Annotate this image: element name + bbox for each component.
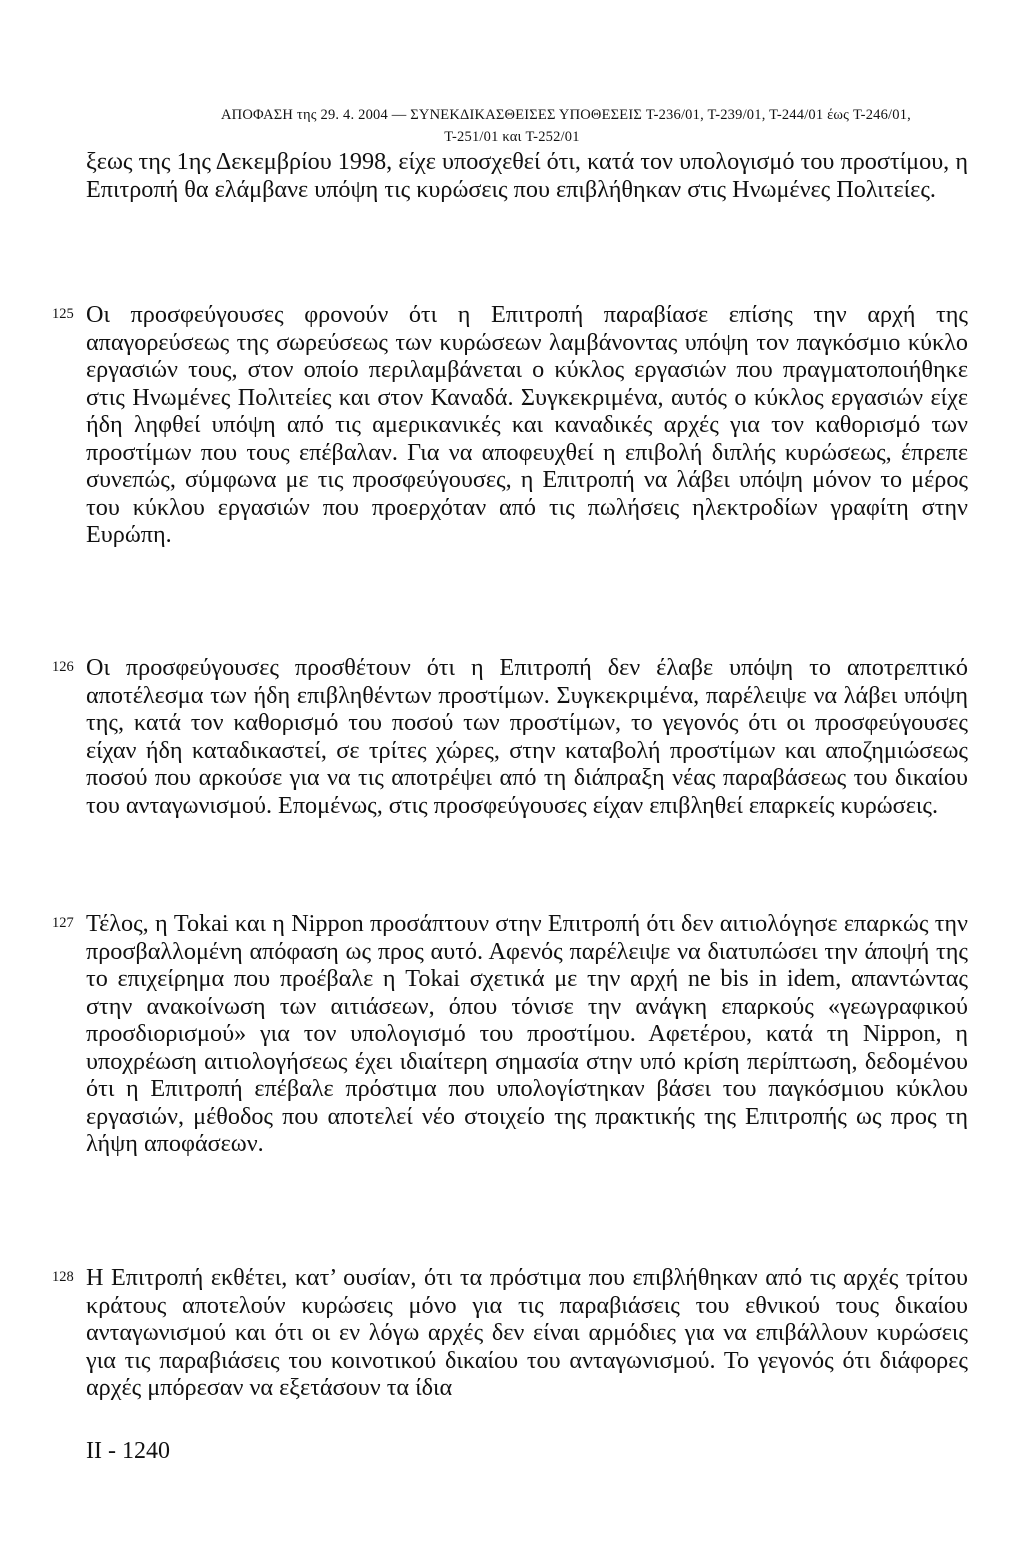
paragraph-number-126: 126 — [52, 659, 74, 675]
paragraph-128: Η Επιτροπή εκθέτει, κατ’ ουσίαν, ότι τα πρόστιμα που επιβλήθηκαν από τις αρχές τρίτου κράτους αποτελούν κυρώσεις μόνο για τις παραβιάσεις του εθνικού τους δικαίου ανταγωνισμού και ότι οι εν λόγω αρχές δεν είναι αρμόδιες για να επιβάλλουν κυρώσεις για τις παραβιάσεις του κοινοτικού δικαίου του ανταγωνισμού. Το γεγονός ότι διάφορες αρχές μπόρεσαν να εξετάσουν τα ίδια — [86, 1264, 968, 1401]
running-header — [0, 104, 1024, 148]
header-cases-line: T-251/01 και T-252/01 — [444, 129, 580, 145]
paragraph-number-125: 125 — [52, 306, 74, 322]
paragraph-continuation: ξεως της 1ης Δεκεμβρίου 1998, είχε υποσχεθεί ότι, κατά τον υπολογισμό του προστίμου, η Επιτροπή θα ελάμβανε υπόψη τις κυρώσεις που επιβλήθηκαν στις Ηνωμένες Πολιτείες. — [86, 148, 968, 203]
paragraph-125: Οι προσφεύγουσες φρονούν ότι η Επιτροπή παραβίασε επίσης την αρχή της απαγορεύσεως της σωρεύσεως των κυρώσεων λαμβάνοντας υπόψη τον παγκόσμιο κύκλο εργασιών τους, στον οποίο περιλαμβάνεται ο κύκλος εργασιών που πραγματοποιήθηκε στις Ηνωμένες Πολιτείες και στον Καναδά. Συγκεκριμένα, αυτός ο κύκλος εργασιών είχε ήδη ληφθεί υπόψη από τις αμερικανικές και καναδικές αρχές για τον καθορισμό των προστίμων που τους επέβαλαν. Για να αποφευχθεί η επιβολή διπλής κυρώσεως, έπρεπε συνεπώς, σύμφωνα με τις προσφεύγουσες, η Επιτροπή να λάβει υπόψη μόνον το μέρος του κύκλου εργασιών που προερχόταν από τις πωλήσεις ηλεκτροδίων γραφίτη στην Ευρώπη. — [86, 301, 968, 548]
paragraph-127: Τέλος, η Tokai και η Nippon προσάπτουν στην Επιτροπή ότι δεν αιτιολόγησε επαρκώς την προσβαλλομένη απόφαση ως προς αυτό. Αφενός παρέλειψε να διατυπώσει την άποψή της το επιχείρημα που προέβαλε η Tokai σχετικά με την αρχή ne bis in idem, απαντώντας στην ανακοίνωση των αιτιάσεων, όπου τόνισε την ανάγκη επαρκούς «γεωγραφικού προσδιορισμού» για τον υπολογισμό του προστίμου. Αφετέρου, κατά τη Nippon, η υποχρέωση αιτιολογήσεως έχει ιδιαίτερη σημασία στην υπό κρίση περίπτωση, δεδομένου ότι η Επιτροπή επέβαλε πρόστιμα που υπολογίστηκαν βάσει του παγκόσμιου κύκλου εργασιών, μέθοδος που αποτελεί νέο στοιχείο της πρακτικής της Επιτροπής ως προς τη λήψη αποφάσεων. — [86, 910, 968, 1157]
paragraph-number-127: 127 — [52, 915, 74, 931]
page-number: II - 1240 — [86, 1438, 170, 1464]
header-title-line: ΑΠΟΦΑΣΗ της 29. 4. 2004 — ΣΥΝΕΚΔΙΚΑΣΘΕΙΣΕΣ ΥΠΟΘΕΣΕΙΣ T-236/01, T-239/01, T-244/01 έως T-246/01, — [220, 107, 912, 123]
paragraph-126: Οι προσφεύγουσες προσθέτουν ότι η Επιτροπή δεν έλαβε υπόψη το αποτρεπτικό αποτέλεσμα των ήδη επιβληθέντων προστίμων. Συγκεκριμένα, παρέλειψε να λάβει υπόψη της, κατά τον καθορισμό του ποσού των προστίμων, το γεγονός ότι οι προσφεύγουσες είχαν ήδη καταδικαστεί, σε τρίτες χώρες, στην καταβολή προστίμων και αποζημιώσεως ποσού που αρκούσε για να τις αποτρέψει από τη διάπραξη νέας παραβάσεως του δικαίου του ανταγωνισμού. Επομένως, στις προσφεύγουσες είχαν επιβληθεί επαρκείς κυρώσεις. — [86, 654, 968, 819]
paragraph-number-128: 128 — [52, 1269, 74, 1285]
